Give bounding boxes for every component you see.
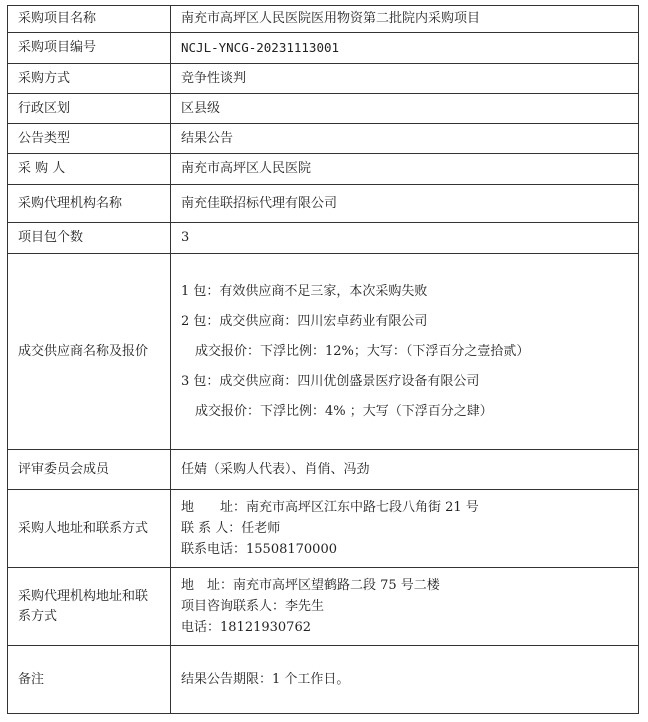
contact-line: 联 系 人：任老师 [181,521,281,536]
label-purchaser: 采 购 人 [8,154,171,185]
value-committee: 任婧（采购人代表）、肖俏、冯劲 [171,450,639,490]
label-package-count: 项目包个数 [8,223,171,254]
row-remarks [8,646,639,714]
contact-line: 电话：18121930762 [181,620,311,635]
announcement-table [7,5,639,714]
label-remarks: 备注 [8,646,171,714]
label-procurement-method: 采购方式 [8,64,171,94]
value-purchaser-contact [171,490,639,568]
value-package-count: 3 [171,223,639,254]
value-suppliers [171,254,639,450]
supplier-line: 2 包：成交供应商：四川宏卓药业有限公司 [181,313,428,329]
row-project-name [8,6,639,33]
value-procurement-method: 竞争性谈判 [171,64,639,94]
row-purchaser [8,154,639,185]
supplier-line: 3 包：成交供应商：四川优创盛景医疗设备有限公司 [181,373,480,389]
label-project-number: 采购项目编号 [8,33,171,64]
row-suppliers [8,254,639,450]
label-committee: 评审委员会成员 [8,450,171,490]
row-agency-contact [8,568,639,646]
row-project-number [8,33,639,64]
value-project-number: NCJL-YNCG-20231113001 [171,33,639,64]
row-package-count [8,223,639,254]
supplier-line: 成交报价：下浮比例：12%；大写：（下浮百分之壹拾贰） [195,343,530,359]
value-agency-name: 南充佳联招标代理有限公司 [171,185,639,223]
value-admin-region: 区县级 [171,94,639,124]
value-purchaser: 南充市高坪区人民医院 [171,154,639,185]
row-notice-type [8,124,639,154]
label-admin-region: 行政区划 [8,94,171,124]
label-purchaser-contact: 采购人地址和联系方式 [8,490,171,568]
row-procurement-method [8,64,639,94]
label-suppliers: 成交供应商名称及报价 [8,254,171,450]
row-admin-region [8,94,639,124]
value-project-name: 南充市高坪区人民医院医用物资第二批院内采购项目 [171,6,639,33]
supplier-line: 成交报价：下浮比例：4% ；大写（下浮百分之肆） [195,403,493,419]
value-notice-type: 结果公告 [171,124,639,154]
label-project-name: 采购项目名称 [8,6,171,33]
row-committee [8,450,639,490]
value-remarks: 结果公告期限：1 个工作日。 [171,646,639,714]
value-agency-contact [171,568,639,646]
row-purchaser-contact [8,490,639,568]
label-notice-type: 公告类型 [8,124,171,154]
contact-line: 地 址：南充市高坪区望鹤路二段 75 号二楼 [181,578,440,593]
label-agency-contact: 采购代理机构地址和联系方式 [8,568,171,646]
label-agency-name: 采购代理机构名称 [8,185,171,223]
contact-line: 联系电话：15508170000 [181,542,337,557]
contact-line: 项目咨询联系人：李先生 [181,599,325,614]
supplier-line: 1 包：有效供应商不足三家，本次采购失败 [181,283,428,299]
contact-line: 地 址：南充市高坪区江东中路七段八角街 21 号 [181,500,479,515]
row-agency-name [8,185,639,223]
